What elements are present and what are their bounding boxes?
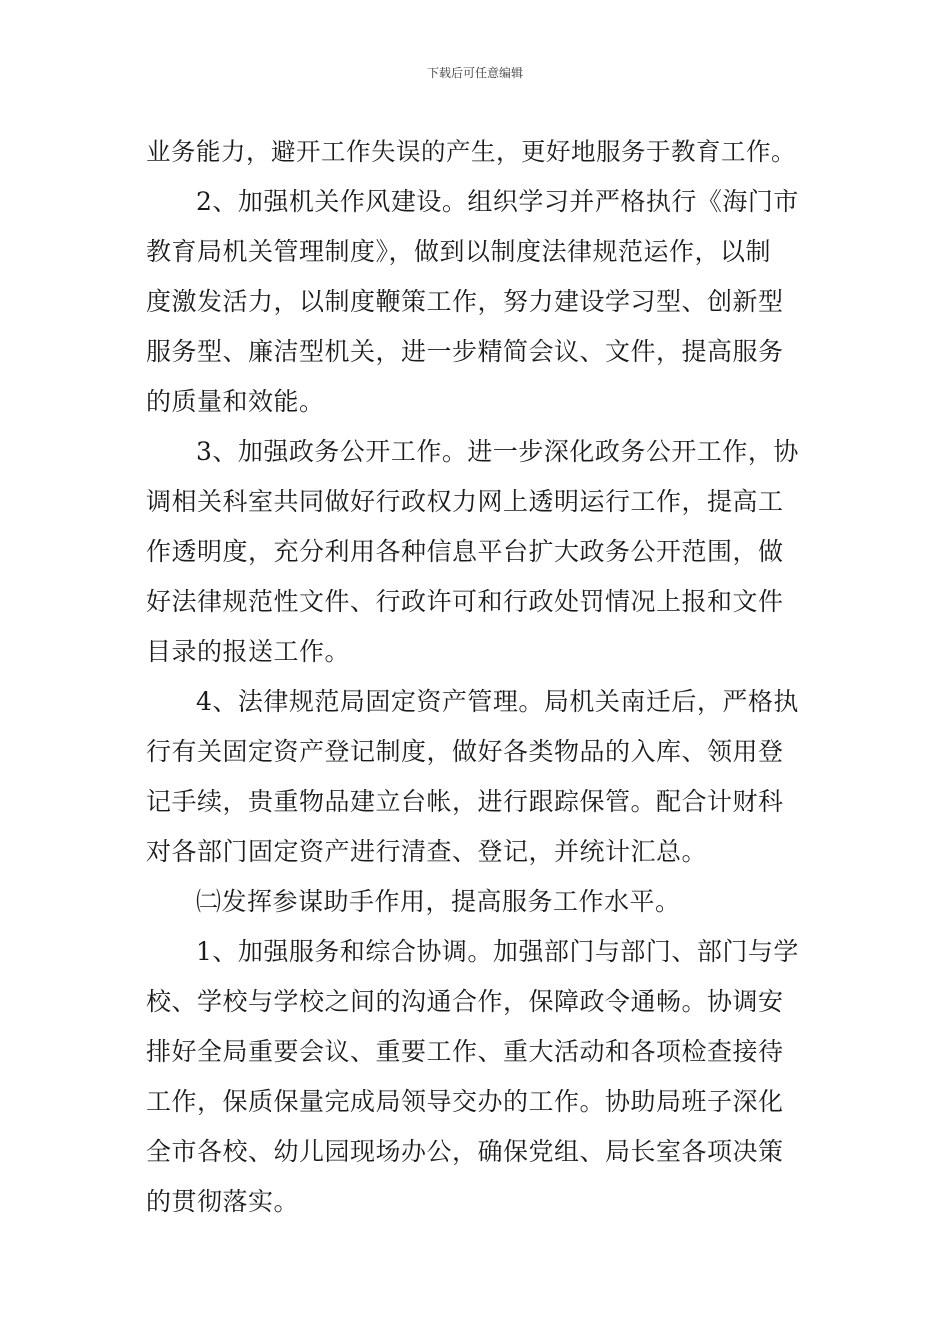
body-line: 教育局机关管理制度》，做到以制度法律规范运作，以制 [146,237,772,266]
body-line: 记手续，贵重物品建立台帐，进行跟踪保管。配合计财科 [146,787,784,816]
body-line: 的质量和效能。 [146,387,325,416]
body-line: 校、学校与学校之间的沟通合作，保障政令通畅。协调安 [146,987,784,1016]
body-line: 好法律规范性文件、行政许可和行政处罚情况上报和文件 [146,587,784,616]
paragraph-start-line: 1、加强服务和综合协调。加强部门与部门、部门与学 [196,937,799,966]
body-line: 业务能力，避开工作失误的产生，更好地服务于教育工作。 [146,137,796,166]
body-line: 服务型、廉洁型机关，进一步精简会议、文件，提高服务 [146,337,784,366]
body-line: 目录的报送工作。 [146,637,351,666]
body-line: 对各部门固定资产进行清查、登记，并统计汇总。 [146,837,708,866]
document-body [146,127,806,1227]
body-line: 调相关科室共同做好行政权力网上透明运行工作，提高工 [146,487,784,516]
section-heading: ㈡发挥参谋助手作用，提高服务工作水平。 [196,887,681,916]
paragraph-start-line: 4、法律规范局固定资产管理。局机关南迁后，严格执 [196,687,799,716]
body-line: 全市各校、幼儿园现场办公，确保党组、局长室各项决策 [146,1137,784,1166]
paragraph-start-line: 2、加强机关作风建设。组织学习并严格执行《海门市 [196,187,799,216]
body-line: 工作，保质保量完成局领导交办的工作。协助局班子深化 [146,1087,784,1116]
page-header: 下载后可任意编辑 [426,66,523,80]
paragraph-start-line: 3、加强政务公开工作。进一步深化政务公开工作，协 [196,437,799,466]
body-line: 的贯彻落实。 [146,1187,300,1216]
body-line: 度激发活力，以制度鞭策工作，努力建设学习型、创新型 [146,287,784,316]
body-line: 行有关固定资产登记制度，做好各类物品的入库、领用登 [146,737,784,766]
body-line: 排好全局重要会议、重要工作、重大活动和各项检查接待 [146,1037,784,1066]
body-line: 作透明度，充分利用各种信息平台扩大政务公开范围，做 [146,537,784,566]
